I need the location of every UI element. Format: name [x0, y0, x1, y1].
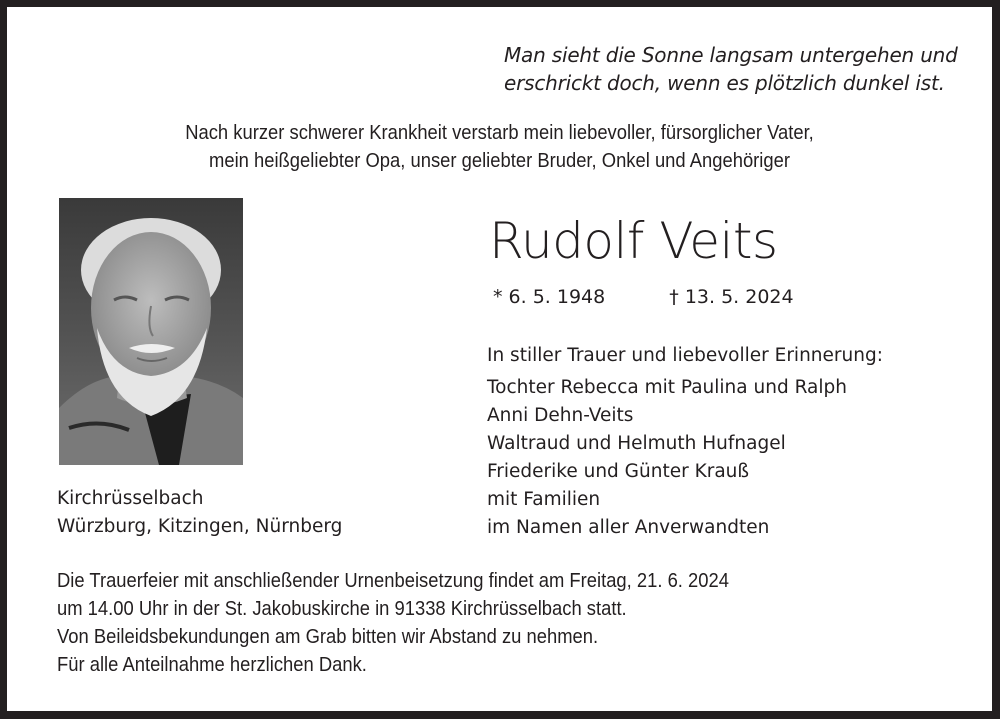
motto-line: Man sieht die Sonne langsam untergehen und: [504, 43, 958, 67]
funeral-service-info: [57, 567, 729, 679]
mourner-line: Waltraud und Helmuth Hufnagel: [487, 433, 786, 454]
mourner-line: im Namen aller Anverwandten: [487, 517, 770, 538]
mourners-list: [487, 374, 847, 542]
service-line: Die Trauerfeier mit anschließender Urnenbeisetzung findet am Freitag, 21. 6. 2024: [57, 570, 729, 592]
service-line: Von Beileidsbekundungen am Grab bitten wir Abstand zu nehmen.: [57, 626, 599, 648]
birth-date: * 6. 5. 1948: [493, 286, 606, 308]
intro-line: Nach kurzer schwerer Krankheit verstarb mein liebevoller, fürsorglicher Vater,: [185, 122, 814, 144]
service-line: Für alle Anteilnahme herzlichen Dank.: [57, 654, 367, 676]
place-line: Würzburg, Kitzingen, Nürnberg: [57, 516, 343, 537]
mourner-line: mit Familien: [487, 489, 601, 510]
mourning-intro: In stiller Trauer und liebevoller Erinnerung:: [487, 345, 883, 366]
intro-line: mein heißgeliebter Opa, unser geliebter Bruder, Onkel und Angehöriger: [209, 150, 790, 172]
mourner-line: Friederike und Günter Krauß: [487, 461, 750, 482]
intro-text: [46, 119, 952, 175]
mourner-line: Anni Dehn-Veits: [487, 405, 634, 426]
portrait-image-icon: [59, 198, 243, 465]
motto-line: erschrickt doch, wenn es plötzlich dunkel ist.: [504, 71, 945, 95]
portrait-photo: [59, 198, 243, 465]
motto-quote: [504, 41, 958, 97]
places-of-residence: [57, 485, 342, 541]
life-dates: [493, 284, 794, 310]
mourner-line: Tochter Rebecca mit Paulina und Ralph: [487, 377, 847, 398]
service-line: um 14.00 Uhr in der St. Jakobuskirche in 91338 Kirchrüsselbach statt.: [57, 598, 627, 620]
deceased-name: Rudolf Veits: [489, 212, 778, 270]
death-date: † 13. 5. 2024: [669, 286, 794, 308]
place-line: Kirchrüsselbach: [57, 488, 204, 509]
obituary-notice: [7, 7, 992, 711]
